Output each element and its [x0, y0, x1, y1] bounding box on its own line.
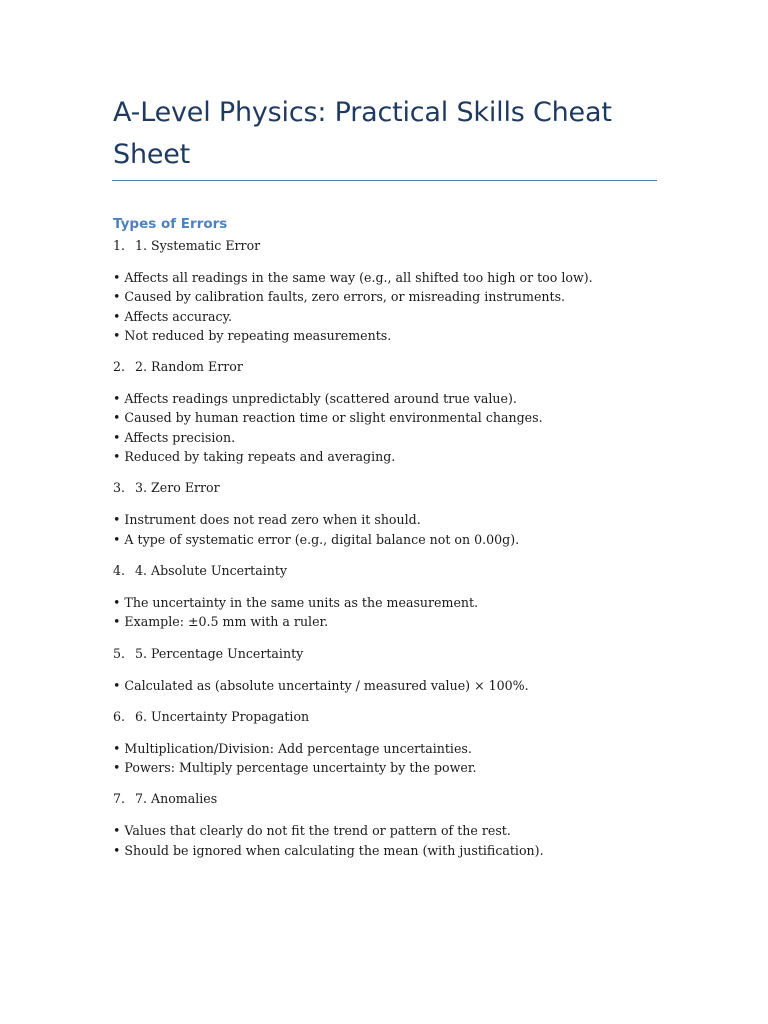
- bullet-list: [113, 510, 673, 549]
- bullet-point: • Affects accuracy.: [113, 308, 233, 324]
- item-number: 5.: [113, 645, 126, 661]
- bullet-point: • Example: ±0.5 mm with a ruler.: [113, 614, 329, 630]
- item-heading: [113, 789, 673, 809]
- bullet-point: • Affects readings unpredictably (scattered around true value).: [113, 391, 517, 407]
- error-types-list: [113, 236, 673, 872]
- item-heading: [113, 236, 673, 256]
- title-underline: [112, 180, 657, 181]
- item-heading: [113, 561, 673, 581]
- bullet-point: • A type of systematic error (e.g., digital balance not on 0.00g).: [113, 531, 520, 547]
- section-heading: Types of Errors: [113, 216, 228, 232]
- bullet-list: [113, 739, 673, 778]
- bullet-point: • Not reduced by repeating measurements.: [113, 327, 392, 343]
- bullet-list: [113, 593, 673, 632]
- item-label: 2. Random Error: [135, 359, 243, 375]
- item-number: 6.: [113, 708, 126, 724]
- bullet-point: • The uncertainty in the same units as the measurement.: [113, 594, 479, 610]
- list-item: [113, 357, 673, 466]
- bullet-point: • Instrument does not read zero when it should.: [113, 512, 421, 528]
- bullet-list: [113, 389, 673, 466]
- item-number: 1.: [113, 238, 126, 253]
- list-item: [113, 644, 673, 695]
- item-label: 6. Uncertainty Propagation: [135, 708, 310, 724]
- bullet-point: • Affects all readings in the same way (e.g., all shifted too high or too low).: [113, 270, 593, 285]
- item-label: 1. Systematic Error: [135, 238, 261, 253]
- bullet-point: • Affects precision.: [113, 429, 236, 445]
- item-heading: [113, 478, 673, 498]
- item-number: 3.: [113, 480, 126, 496]
- bullet-point: • Should be ignored when calculating the mean (with justification).: [113, 842, 544, 858]
- bullet-point: • Values that clearly do not fit the trend or pattern of the rest.: [113, 823, 511, 839]
- bullet-list: [113, 268, 673, 345]
- item-heading: [113, 707, 673, 727]
- bullet-list: [113, 676, 673, 695]
- list-item: [113, 561, 673, 632]
- list-item: [113, 236, 673, 345]
- bullet-list: [113, 821, 673, 860]
- bullet-point: • Powers: Multiply percentage uncertainty by the power.: [113, 760, 477, 776]
- item-label: 4. Absolute Uncertainty: [135, 562, 288, 578]
- bullet-point: • Reduced by taking repeats and averaging.: [113, 449, 396, 465]
- item-number: 7.: [113, 791, 126, 807]
- item-label: 3. Zero Error: [135, 480, 220, 496]
- page-title: A-Level Physics: Practical Skills Cheat Sheet: [113, 97, 612, 170]
- bullet-point: • Multiplication/Division: Add percentage uncertainties.: [113, 740, 472, 756]
- item-number: 2.: [113, 359, 126, 375]
- bullet-point: • Caused by calibration faults, zero errors, or misreading instruments.: [113, 289, 566, 305]
- bullet-point: • Calculated as (absolute uncertainty / measured value) × 100%.: [113, 677, 529, 693]
- item-number: 4.: [113, 562, 126, 578]
- bullet-point: • Caused by human reaction time or slight environmental changes.: [113, 410, 543, 426]
- list-item: [113, 478, 673, 549]
- item-label: 5. Percentage Uncertainty: [135, 645, 304, 661]
- item-heading: [113, 644, 673, 664]
- list-item: [113, 707, 673, 778]
- item-heading: [113, 357, 673, 377]
- list-item: [113, 789, 673, 860]
- item-label: 7. Anomalies: [135, 791, 218, 807]
